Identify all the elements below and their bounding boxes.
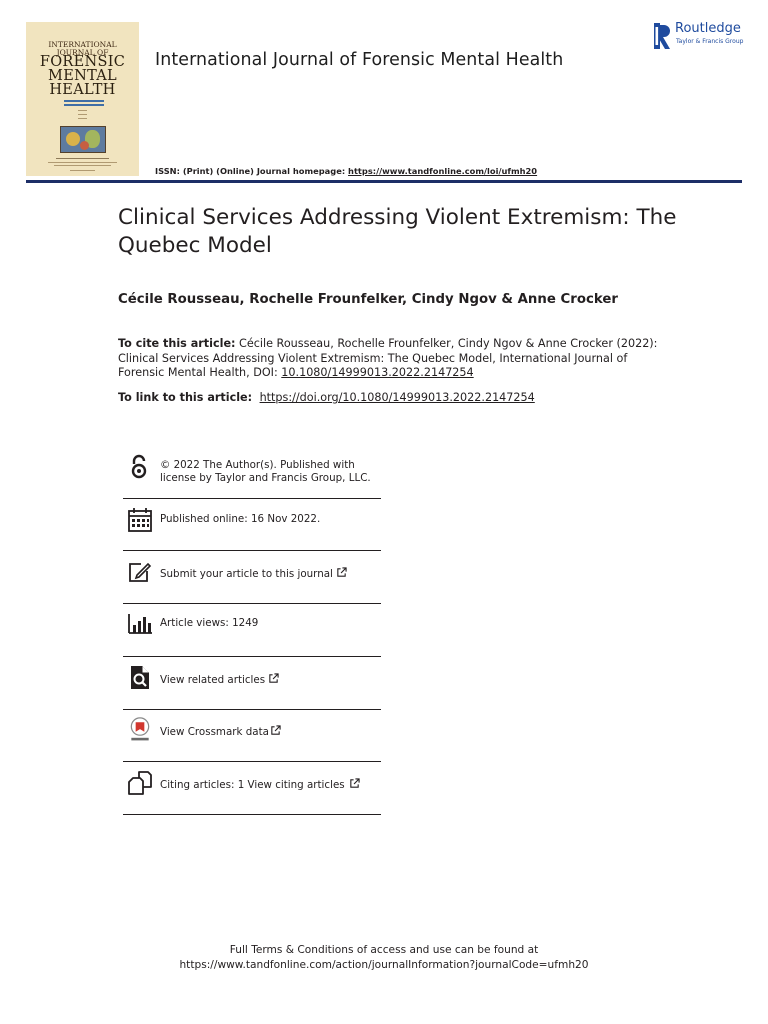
license-line-1: © 2022 The Author(s). Published with [160,459,355,471]
issn-line [155,166,537,176]
published-row [123,505,381,545]
cover-rule [78,110,87,111]
external-link-icon [268,673,279,684]
article-title: Clinical Services Addressing Violent Extremism: The Quebec Model [118,205,677,258]
issn-text: ISSN: (Print) (Online) Journal homepage: [155,166,349,176]
citing-label: Citing articles: 1 View citing articles [160,779,345,791]
cover-rule [78,118,87,119]
cover-stripe [64,104,104,106]
submit-article-link[interactable] [160,567,347,581]
cover-word-1: FORENSIC [39,54,126,70]
submit-label: Submit your article to this journal [160,568,333,580]
terms-footer [0,943,768,972]
header-divider [26,180,742,183]
publisher-tagline: Taylor & Francis Group [676,38,744,45]
submit-row[interactable] [123,557,381,597]
citing-articles-link[interactable] [160,778,360,792]
citation-block [118,337,658,381]
crossmark-link[interactable] [160,725,281,739]
row-divider [123,709,381,710]
row-divider [123,656,381,657]
related-row[interactable] [123,663,381,703]
publisher-logo[interactable] [654,21,746,49]
views-row [123,610,381,650]
crossmark-icon [127,717,153,743]
row-divider [123,814,381,815]
terms-line-1: Full Terms & Conditions of access and use can be found at [229,944,539,956]
cover-rule [70,170,95,171]
cover-stripe [64,100,104,102]
row-divider [123,603,381,604]
cover-rule [56,158,109,159]
terms-url[interactable]: https://www.tandfonline.com/action/journalInformation?journalCode=ufmh20 [179,958,589,971]
cover-line-2: JOURNAL OF [56,47,109,57]
row-divider [123,498,381,499]
cite-text: Cécile Rousseau, Rochelle Frounfelker, Cindy Ngov & Anne Crocker (2022): Clinical Services Addressing Violent Extremism: The Quebec Model, International Journal of Forensic Mental Health, DOI: [118,337,658,379]
published-date: Published online: 16 Nov 2022. [160,513,321,525]
related-articles-link[interactable] [160,673,279,687]
link-label: To link to this article: [118,391,256,404]
license-line-2: license by Taylor and Francis Group, LLC. [160,471,371,484]
external-link-icon [349,778,360,789]
article-doi-url[interactable]: https://doi.org/10.1080/14999013.2022.2147254 [259,391,535,404]
related-label: View related articles [160,674,266,686]
open-access-icon [126,454,152,480]
license-text [160,459,371,484]
open-access-row [123,454,381,494]
cover-rule [48,162,117,163]
citing-documents-icon [127,770,153,796]
journal-cover-image [26,22,139,176]
crossmark-row[interactable] [123,716,381,756]
article-authors: Cécile Rousseau, Rochelle Frounfelker, Cindy Ngov & Anne Crocker [118,292,618,307]
cite-label: To cite this article: [118,337,236,350]
crossmark-label: View Crossmark data [160,726,269,738]
bar-chart-icon [127,611,153,637]
cover-rule [78,114,87,115]
cover-artwork [60,126,106,153]
journal-title: International Journal of Forensic Mental Health [155,50,564,70]
edit-icon [127,559,153,585]
routledge-logo-icon [654,23,672,49]
cover-word-2: MENTAL [48,68,117,84]
row-divider [123,550,381,551]
article-views: Article views: 1249 [160,617,259,629]
journal-homepage-link[interactable]: https://www.tandfonline.com/loi/ufmh20 [348,166,538,176]
citing-row[interactable] [123,768,381,808]
document-search-icon [127,664,153,690]
external-link-icon [336,567,347,578]
calendar-icon [127,507,153,533]
cover-rule [54,165,111,166]
article-link-block [118,391,678,406]
cover-word-3: HEALTH [49,82,116,98]
cover-line-1: INTERNATIONAL [48,40,117,49]
row-divider [123,761,381,762]
external-link-icon [270,725,281,736]
doi-link[interactable]: 10.1080/14999013.2022.2147254 [281,366,474,379]
publisher-name: Routledge [675,21,741,36]
